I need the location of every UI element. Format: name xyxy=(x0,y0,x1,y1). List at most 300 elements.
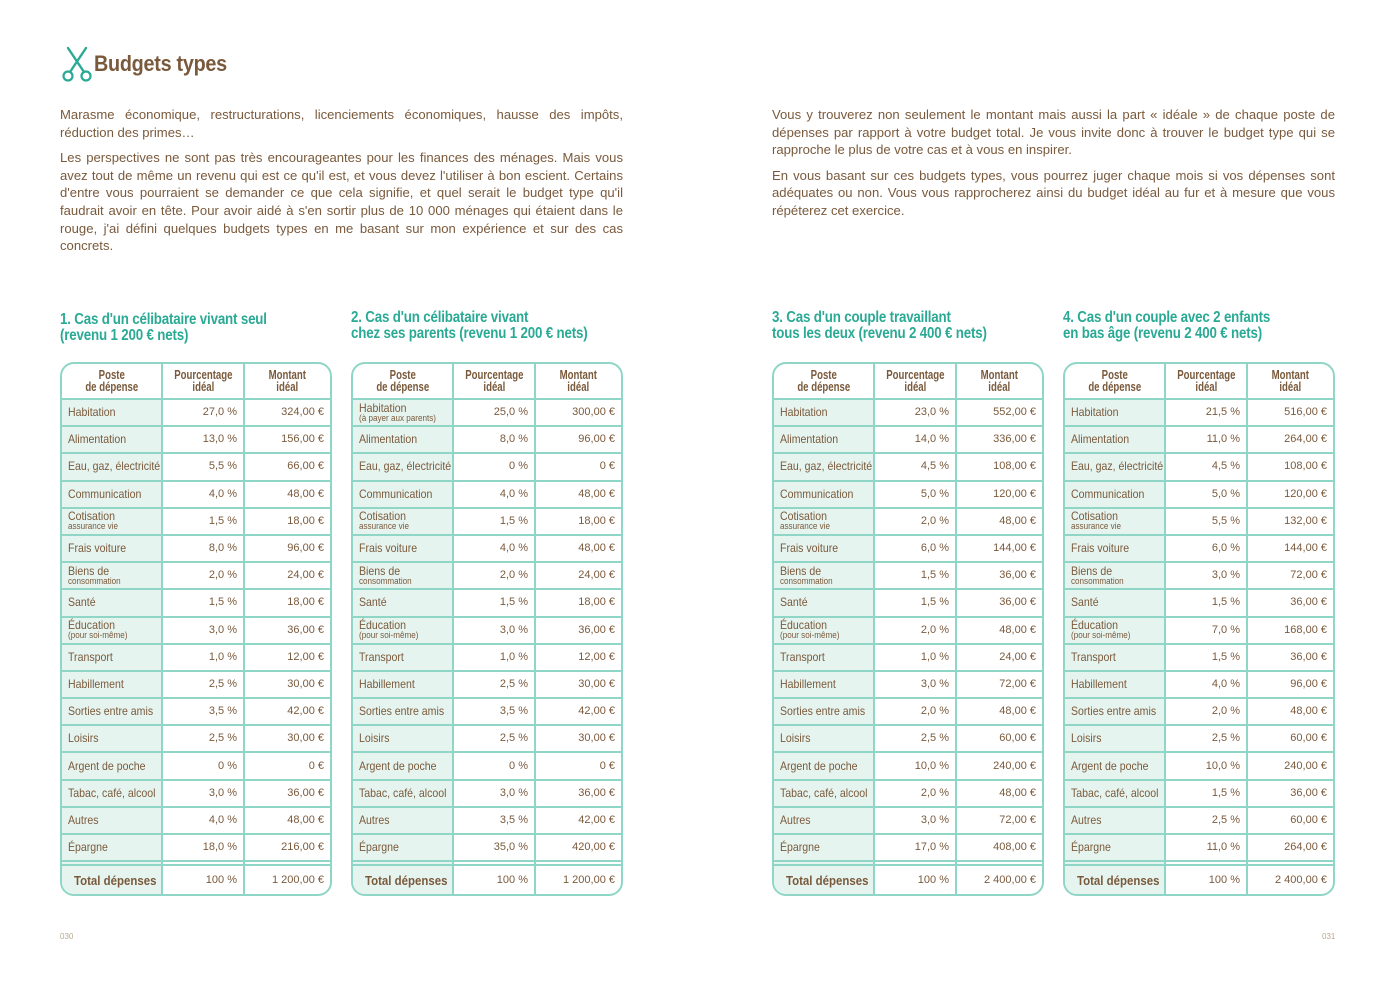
page-number-left: 030 xyxy=(60,932,74,941)
ideal-amount: 156,00 € xyxy=(244,426,330,453)
ideal-percentage: 4,5 % xyxy=(874,453,956,480)
ideal-percentage: 13,0 % xyxy=(162,426,244,453)
column-header xyxy=(244,364,330,399)
column-header-line: de dépense xyxy=(1088,379,1141,394)
expense-label xyxy=(62,453,162,480)
expense-name: Éducation xyxy=(780,618,827,633)
ideal-percentage: 10,0 % xyxy=(874,752,956,779)
ideal-percentage: 5,5 % xyxy=(162,453,244,480)
ideal-amount: 48,00 € xyxy=(535,535,621,562)
expense-name: Eau, gaz, électricité xyxy=(780,459,873,474)
budget-table xyxy=(1063,362,1335,896)
expense-label xyxy=(1065,508,1165,535)
ideal-amount: 42,00 € xyxy=(535,807,621,834)
expense-name: Biens de xyxy=(780,563,822,578)
expense-note: consommation xyxy=(359,575,412,586)
expense-label xyxy=(62,589,162,616)
table-row xyxy=(62,508,330,535)
expense-name: Biens de xyxy=(68,563,110,578)
expense-note: consommation xyxy=(68,575,121,586)
ideal-percentage: 5,0 % xyxy=(1165,481,1247,508)
ideal-amount: 168,00 € xyxy=(1247,617,1333,644)
intro-paragraph: Marasme économique, restructurations, licenciements économiques, hausse des impôts, réduction des primes… xyxy=(60,107,623,140)
ideal-percentage: 1,0 % xyxy=(453,644,535,671)
table-row xyxy=(774,508,1042,535)
expense-name: Loisirs xyxy=(1071,731,1102,746)
expense-name: Cotisation xyxy=(780,509,827,524)
expense-name: Frais voiture xyxy=(780,541,839,556)
expense-name: Habitation xyxy=(780,405,828,420)
table-row xyxy=(1065,617,1333,644)
expense-note: consommation xyxy=(1071,575,1124,586)
table-heading-line: chez ses parents (revenu 1 200 € nets) xyxy=(351,325,588,342)
table-row xyxy=(1065,834,1333,861)
ideal-percentage: 1,0 % xyxy=(162,644,244,671)
ideal-amount: 216,00 € xyxy=(244,834,330,861)
ideal-percentage: 2,5 % xyxy=(874,725,956,752)
total-label xyxy=(1065,865,1165,894)
table-row xyxy=(1065,535,1333,562)
table-heading-line: en bas âge (revenu 2 400 € nets) xyxy=(1063,325,1262,342)
table-row xyxy=(774,426,1042,453)
expense-label xyxy=(62,562,162,589)
column-header xyxy=(62,364,162,399)
total-percentage: 100 % xyxy=(1165,865,1247,894)
table-heading-line: 1. Cas d'un célibataire vivant seul xyxy=(60,311,267,328)
expense-label xyxy=(353,589,453,616)
table-row xyxy=(353,508,621,535)
ideal-percentage: 1,5 % xyxy=(1165,589,1247,616)
ideal-amount: 552,00 € xyxy=(956,399,1042,426)
ideal-percentage: 6,0 % xyxy=(1165,535,1247,562)
table-row xyxy=(774,535,1042,562)
expense-label xyxy=(1065,780,1165,807)
ideal-amount: 30,00 € xyxy=(244,671,330,698)
table-row xyxy=(62,426,330,453)
ideal-amount: 264,00 € xyxy=(1247,834,1333,861)
column-header-line: Poste xyxy=(810,367,837,382)
expense-name: Loisirs xyxy=(359,731,390,746)
expense-label xyxy=(774,752,874,779)
table-row xyxy=(1065,780,1333,807)
table-row xyxy=(62,807,330,834)
ideal-percentage: 1,5 % xyxy=(453,589,535,616)
ideal-percentage: 3,5 % xyxy=(453,698,535,725)
page-number-right: 031 xyxy=(1322,932,1336,941)
expense-name: Transport xyxy=(1071,649,1116,664)
table-row xyxy=(774,698,1042,725)
expense-name: Sorties entre amis xyxy=(68,704,154,719)
total-percentage: 100 % xyxy=(874,865,956,894)
expense-label xyxy=(774,426,874,453)
total-row xyxy=(774,865,1042,894)
ideal-amount: 12,00 € xyxy=(535,644,621,671)
column-header-line: idéal xyxy=(988,379,1011,394)
total-amount: 2 400,00 € xyxy=(1275,873,1327,886)
expense-label xyxy=(1065,535,1165,562)
table-row xyxy=(1065,752,1333,779)
page-header xyxy=(62,46,242,82)
expense-name: Argent de poche xyxy=(780,758,858,773)
table-row xyxy=(62,834,330,861)
ideal-percentage: 2,0 % xyxy=(162,562,244,589)
ideal-amount: 30,00 € xyxy=(535,725,621,752)
column-header xyxy=(1247,364,1333,399)
table-row xyxy=(353,752,621,779)
ideal-percentage: 6,0 % xyxy=(874,535,956,562)
expense-note: assurance vie xyxy=(780,521,830,532)
table-heading xyxy=(772,310,987,342)
table-row xyxy=(62,780,330,807)
expense-label xyxy=(1065,589,1165,616)
expense-name: Biens de xyxy=(359,563,401,578)
table-row xyxy=(1065,725,1333,752)
ideal-amount: 72,00 € xyxy=(1247,562,1333,589)
ideal-amount: 60,00 € xyxy=(956,725,1042,752)
expense-name: Sorties entre amis xyxy=(1071,704,1157,719)
expense-name: Frais voiture xyxy=(68,541,127,556)
ideal-percentage: 2,5 % xyxy=(453,725,535,752)
expense-label xyxy=(774,481,874,508)
ideal-amount: 0 € xyxy=(244,752,330,779)
table-heading-line: (revenu 1 200 € nets) xyxy=(60,327,189,344)
expense-note: assurance vie xyxy=(359,521,409,532)
table-heading-line: 3. Cas d'un couple travaillant xyxy=(772,309,951,326)
expense-label xyxy=(62,481,162,508)
expense-name: Tabac, café, alcool xyxy=(780,785,868,800)
column-header-line: idéal xyxy=(904,379,926,394)
expense-name: Loisirs xyxy=(68,731,99,746)
expense-label xyxy=(353,671,453,698)
total-label-text: Total dépenses xyxy=(1077,872,1160,888)
expense-name: Argent de poche xyxy=(68,758,146,773)
ideal-amount: 48,00 € xyxy=(1247,698,1333,725)
expense-note: consommation xyxy=(780,575,833,586)
ideal-percentage: 0 % xyxy=(162,752,244,779)
table-row xyxy=(62,481,330,508)
expense-label xyxy=(353,508,453,535)
expense-name: Épargne xyxy=(1071,840,1111,855)
ideal-amount: 96,00 € xyxy=(535,426,621,453)
expense-name: Épargne xyxy=(780,840,820,855)
ideal-amount: 408,00 € xyxy=(956,834,1042,861)
table-row xyxy=(353,453,621,480)
ideal-percentage: 3,0 % xyxy=(874,807,956,834)
ideal-amount: 36,00 € xyxy=(1247,780,1333,807)
ideal-amount: 18,00 € xyxy=(244,589,330,616)
intro-right xyxy=(772,106,1335,228)
column-header-line: idéal xyxy=(276,379,299,394)
table-row xyxy=(774,617,1042,644)
expense-label xyxy=(774,617,874,644)
expense-name: Cotisation xyxy=(1071,509,1118,524)
ideal-amount: 0 € xyxy=(535,453,621,480)
column-header xyxy=(874,364,956,399)
ideal-percentage: 7,0 % xyxy=(1165,617,1247,644)
page-title: Budgets types xyxy=(94,51,227,76)
expense-label xyxy=(353,535,453,562)
ideal-percentage: 8,0 % xyxy=(162,535,244,562)
ideal-percentage: 1,5 % xyxy=(162,589,244,616)
expense-name: Communication xyxy=(68,486,142,501)
table-row xyxy=(353,535,621,562)
expense-label xyxy=(774,807,874,834)
table-row xyxy=(1065,671,1333,698)
expense-name: Santé xyxy=(780,595,808,610)
ideal-percentage: 8,0 % xyxy=(453,426,535,453)
column-header-line: idéal xyxy=(1195,379,1217,394)
total-percentage: 100 % xyxy=(162,865,244,894)
ideal-percentage: 1,5 % xyxy=(1165,644,1247,671)
ideal-percentage: 3,0 % xyxy=(1165,562,1247,589)
table-row xyxy=(353,834,621,861)
expense-label xyxy=(62,508,162,535)
ideal-percentage: 1,5 % xyxy=(162,508,244,535)
intro-paragraph: En vous basant sur ces budgets types, vous pourrez juger chaque mois si vos dépenses sont adéquates ou non. Vous vous rapprocherez ainsi du budget idéal au fur et à mesure que vous répéterez cet exercice. xyxy=(772,167,1335,218)
expense-name: Eau, gaz, électricité xyxy=(359,459,452,474)
ideal-amount: 48,00 € xyxy=(956,508,1042,535)
ideal-percentage: 3,5 % xyxy=(453,807,535,834)
budget-table xyxy=(772,362,1044,896)
expense-label xyxy=(1065,752,1165,779)
table-heading-line: tous les deux (revenu 2 400 € nets) xyxy=(772,325,987,342)
table-row xyxy=(774,481,1042,508)
ideal-percentage: 11,0 % xyxy=(1165,426,1247,453)
expense-name: Alimentation xyxy=(359,432,418,447)
intro-left xyxy=(60,106,623,263)
ideal-percentage: 11,0 % xyxy=(1165,834,1247,861)
total-label-text: Total dépenses xyxy=(74,872,157,888)
ideal-percentage: 2,5 % xyxy=(1165,807,1247,834)
column-header-line: Poste xyxy=(98,367,125,382)
ideal-amount: 18,00 € xyxy=(244,508,330,535)
ideal-percentage: 3,0 % xyxy=(162,780,244,807)
expense-label xyxy=(1065,453,1165,480)
ideal-percentage: 0 % xyxy=(453,752,535,779)
table-row xyxy=(62,671,330,698)
budget-table xyxy=(351,362,623,896)
ideal-amount: 36,00 € xyxy=(244,617,330,644)
ideal-percentage: 14,0 % xyxy=(874,426,956,453)
column-header-line: de dépense xyxy=(376,379,429,394)
ideal-amount: 18,00 € xyxy=(535,508,621,535)
expense-name: Éducation xyxy=(68,618,115,633)
expense-label xyxy=(62,834,162,861)
column-header-line: Montant xyxy=(980,367,1019,382)
ideal-percentage: 35,0 % xyxy=(453,834,535,861)
table-row xyxy=(353,426,621,453)
expense-label xyxy=(1065,617,1165,644)
expense-label xyxy=(1065,644,1165,671)
table-row xyxy=(62,752,330,779)
expense-label xyxy=(62,780,162,807)
ideal-amount: 132,00 € xyxy=(1247,508,1333,535)
ideal-amount: 48,00 € xyxy=(244,807,330,834)
ideal-amount: 336,00 € xyxy=(956,426,1042,453)
ideal-amount: 66,00 € xyxy=(244,453,330,480)
ideal-percentage: 2,0 % xyxy=(874,508,956,535)
expense-label xyxy=(774,453,874,480)
total-row xyxy=(62,865,330,894)
expense-name: Sorties entre amis xyxy=(780,704,866,719)
ideal-percentage: 2,5 % xyxy=(162,725,244,752)
ideal-percentage: 2,5 % xyxy=(1165,725,1247,752)
expense-label xyxy=(353,807,453,834)
column-header-line: Poste xyxy=(389,367,416,382)
expense-label xyxy=(62,399,162,426)
expense-name: Loisirs xyxy=(780,731,811,746)
ideal-amount: 0 € xyxy=(535,752,621,779)
expense-label xyxy=(353,453,453,480)
ideal-amount: 516,00 € xyxy=(1247,399,1333,426)
expense-name: Transport xyxy=(780,649,825,664)
ideal-percentage: 1,5 % xyxy=(453,508,535,535)
expense-label xyxy=(774,698,874,725)
expense-name: Habillement xyxy=(780,676,836,691)
ideal-percentage: 10,0 % xyxy=(1165,752,1247,779)
table-row xyxy=(774,807,1042,834)
expense-label xyxy=(62,644,162,671)
expense-name: Sorties entre amis xyxy=(359,704,445,719)
expense-label xyxy=(1065,698,1165,725)
table-row xyxy=(353,698,621,725)
total-row xyxy=(353,865,621,894)
expense-name: Alimentation xyxy=(1071,432,1130,447)
table-row xyxy=(353,725,621,752)
budget-table xyxy=(60,362,332,896)
expense-name: Habitation xyxy=(359,400,407,415)
ideal-amount: 108,00 € xyxy=(1247,453,1333,480)
table-row xyxy=(62,698,330,725)
column-header xyxy=(1065,364,1165,399)
expense-label xyxy=(62,752,162,779)
column-header-line: Montant xyxy=(1271,367,1310,382)
expense-label xyxy=(353,644,453,671)
ideal-percentage: 18,0 % xyxy=(162,834,244,861)
table-row xyxy=(62,562,330,589)
ideal-percentage: 3,0 % xyxy=(874,671,956,698)
expense-label xyxy=(774,589,874,616)
table-row xyxy=(62,725,330,752)
ideal-amount: 24,00 € xyxy=(956,644,1042,671)
ideal-percentage: 2,0 % xyxy=(1165,698,1247,725)
expense-name: Eau, gaz, électricité xyxy=(1071,459,1164,474)
expense-name: Habitation xyxy=(68,405,116,420)
expense-note: (pour soi-même) xyxy=(68,630,128,641)
table-row xyxy=(774,453,1042,480)
ideal-percentage: 25,0 % xyxy=(453,399,535,426)
table-row xyxy=(1065,562,1333,589)
table-row xyxy=(353,589,621,616)
expense-label xyxy=(353,834,453,861)
table-heading-line: 4. Cas d'un couple avec 2 enfants xyxy=(1063,309,1271,326)
ideal-amount: 48,00 € xyxy=(535,481,621,508)
expense-note: assurance vie xyxy=(1071,521,1121,532)
expense-label xyxy=(1065,671,1165,698)
ideal-percentage: 17,0 % xyxy=(874,834,956,861)
expense-label xyxy=(62,426,162,453)
ideal-amount: 60,00 € xyxy=(1247,807,1333,834)
ideal-percentage: 5,0 % xyxy=(874,481,956,508)
table-row xyxy=(774,834,1042,861)
expense-label xyxy=(774,399,874,426)
ideal-amount: 48,00 € xyxy=(956,617,1042,644)
expense-name: Argent de poche xyxy=(1071,758,1149,773)
table-row xyxy=(353,617,621,644)
column-header-line: idéal xyxy=(192,379,214,394)
expense-name: Autres xyxy=(780,812,811,827)
expense-name: Santé xyxy=(1071,595,1099,610)
table-row xyxy=(353,807,621,834)
ideal-percentage: 3,5 % xyxy=(162,698,244,725)
column-header-line: Montant xyxy=(559,367,598,382)
column-header-line: Pourcentage xyxy=(885,367,945,382)
ideal-amount: 120,00 € xyxy=(1247,481,1333,508)
ideal-percentage: 2,0 % xyxy=(874,780,956,807)
table-row xyxy=(774,752,1042,779)
ideal-amount: 42,00 € xyxy=(535,698,621,725)
expense-label xyxy=(353,698,453,725)
expense-label xyxy=(1065,834,1165,861)
expense-label xyxy=(774,644,874,671)
total-label-text: Total dépenses xyxy=(786,872,869,888)
table-row xyxy=(353,644,621,671)
expense-name: Habillement xyxy=(1071,676,1127,691)
expense-name: Tabac, café, alcool xyxy=(68,785,156,800)
expense-label xyxy=(1065,399,1165,426)
total-label xyxy=(353,865,453,894)
expense-note: (à payer aux parents) xyxy=(359,412,436,423)
ideal-amount: 30,00 € xyxy=(244,725,330,752)
expense-name: Santé xyxy=(68,595,96,610)
expense-name: Frais voiture xyxy=(359,541,418,556)
ideal-amount: 144,00 € xyxy=(956,535,1042,562)
expense-label xyxy=(1065,562,1165,589)
expense-note: (pour soi-même) xyxy=(359,630,419,641)
expense-name: Cotisation xyxy=(68,509,115,524)
table-heading xyxy=(60,312,267,344)
expense-name: Communication xyxy=(359,486,433,501)
ideal-amount: 36,00 € xyxy=(535,780,621,807)
table-row xyxy=(1065,644,1333,671)
ideal-amount: 48,00 € xyxy=(956,698,1042,725)
expense-name: Tabac, café, alcool xyxy=(1071,785,1159,800)
table-row xyxy=(353,399,621,426)
column-header-line: idéal xyxy=(567,379,590,394)
expense-name: Tabac, café, alcool xyxy=(359,785,447,800)
expense-name: Épargne xyxy=(68,840,108,855)
ideal-amount: 30,00 € xyxy=(535,671,621,698)
total-label xyxy=(62,865,162,894)
expense-name: Santé xyxy=(359,595,387,610)
ideal-amount: 48,00 € xyxy=(244,481,330,508)
column-header-line: Montant xyxy=(268,367,307,382)
table-row xyxy=(353,671,621,698)
ideal-percentage: 1,5 % xyxy=(874,562,956,589)
ideal-amount: 42,00 € xyxy=(244,698,330,725)
ideal-amount: 96,00 € xyxy=(1247,671,1333,698)
column-header xyxy=(162,364,244,399)
ideal-percentage: 2,0 % xyxy=(874,698,956,725)
table-row xyxy=(62,617,330,644)
ideal-amount: 36,00 € xyxy=(1247,589,1333,616)
column-header-line: de dépense xyxy=(797,379,850,394)
total-amount: 1 200,00 € xyxy=(272,873,324,886)
ideal-amount: 324,00 € xyxy=(244,399,330,426)
column-header xyxy=(956,364,1042,399)
expense-name: Habillement xyxy=(359,676,415,691)
table-row xyxy=(353,780,621,807)
